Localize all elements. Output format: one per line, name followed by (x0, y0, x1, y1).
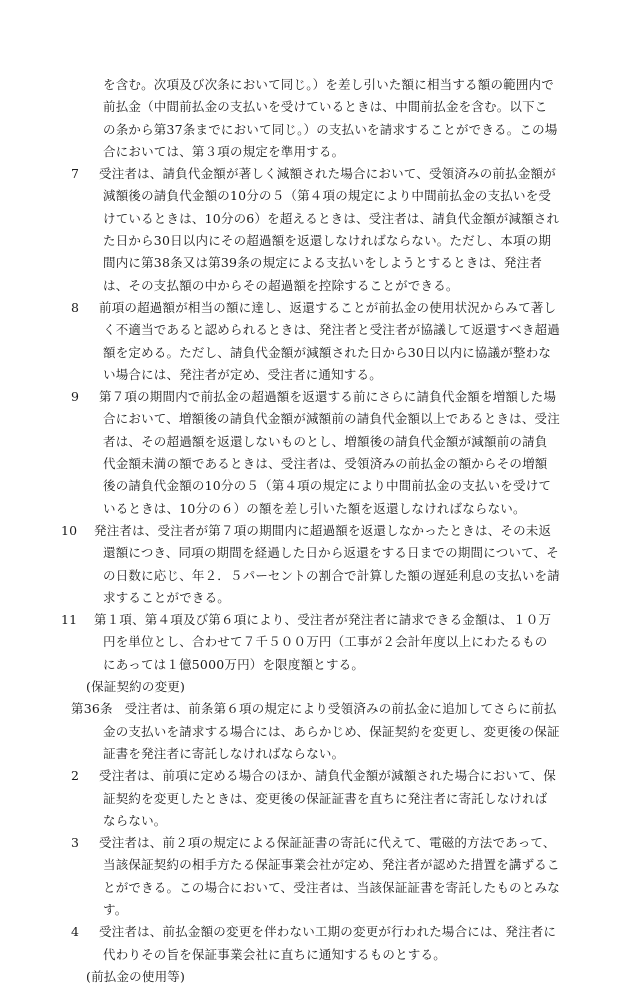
clause-7: 7 受注者は、請負代金額が著しく減額された場合において、受領済みの前払金額が減額後の請負代金額の10分の５（第４項の規定により中間前払金の支払いを受けているときは、10分の6）を超えるときは、受注者は、請負代金額が減額された日から30日以内にその超過額を返還しなければならない。ただし、本項の期間内に第38条又は第39条の規定による支払いをしようとするときは、発注者は、その支払額の中からその超過額を控除することができる。 (71, 166, 560, 293)
clause-3: 3 受注者は、前２項の規定による保証証書の寄託に代えて、電磁的方法であって、当該保証契約の相手方たる保証事業会社が定め、発注者が認めた措置を講ずることができる。この場合において、受注者は、当該保証証書を寄託したものとみなす。 (71, 835, 560, 917)
clause-2: 2 受注者は、前項に定める場合のほか、請負代金額が減額された場合において、保証契約を変更したときは、変更後の保証証書を直ちに発注者に寄託しなければならない。 (71, 768, 556, 828)
article-36: 第36条 受注者は、前条第６項の規定により受領済みの前払金に追加してさらに前払金の支払いを請求する場合には、あらかじめ、保証契約を変更し、変更後の保証証書を発注者に寄託しなければならない。 (0, 698, 630, 765)
clause-9: 9 第７項の期間内で前払金の超過額を返還する前にさらに請負代金額を増額した場合において、増額後の請負代金額が減額前の請負代金額以上であるときは、受注者は、その超過額を返還しないものとし、増額後の請負代金額が減額前の請負代金額未満の額であるときは、受注者は、受領済みの前払金の額からその増額後の請負代金額の10分の５（第４項の規定により中間前払金の支払いを受けているときは、10分の６）の額を差し引いた額を返還しなければならない。 (71, 389, 560, 516)
section-heading-guarantee-change: (保証契約の変更) (86, 679, 186, 695)
clause-10: 10 発注者は、受注者が第７項の期間内に超過額を返還しなかったときは、その未返還額につき、同項の期間を経過した日から返還をする日までの期間について、その日数に応じ、年２．５パーセントの割合で計算した額の遅延利息の支払いを請求することができる。 (61, 522, 560, 605)
section-heading-advance-use: (前払金の使用等) (86, 968, 186, 984)
clause-11: 11 第１項、第４項及び第６項により、受注者が発注者に請求できる金額は、１０万円を単位とし、合わせて７千５００万円（工事が２会計年度以上にわたるものにあっては１億5000万円）を限度額とする。 (61, 612, 552, 672)
clause-4: 4 受注者は、前払金額の変更を伴わない工期の変更が行われた場合には、発注者に代わりその旨を保証事業会社に直ちに通知するものとする。 (71, 924, 557, 962)
clause-8: 8 前項の超過額が相当の額に達し、返還することが前払金の使用状況からみて著しく不適当であると認められるときは、発注者と受注者が協議して返還すべき超過額を定める。ただし、請負代金額が減額された日から30日以内に協議が整わない場合には、発注者が定め、受注者に通知する。 (71, 299, 560, 382)
article-number: 第36条 (71, 701, 113, 717)
continued-paragraph: を含む。次項及び次条において同じ。）を差し引いた額に相当する額の範囲内で前払金（中間前払金の支払いを受けているときは、中間前払金を含む。以下この条から第37条までにおいて同じ。）の支払いを請求することができる。この場合においては、第３項の規定を準用する。 (103, 77, 558, 159)
